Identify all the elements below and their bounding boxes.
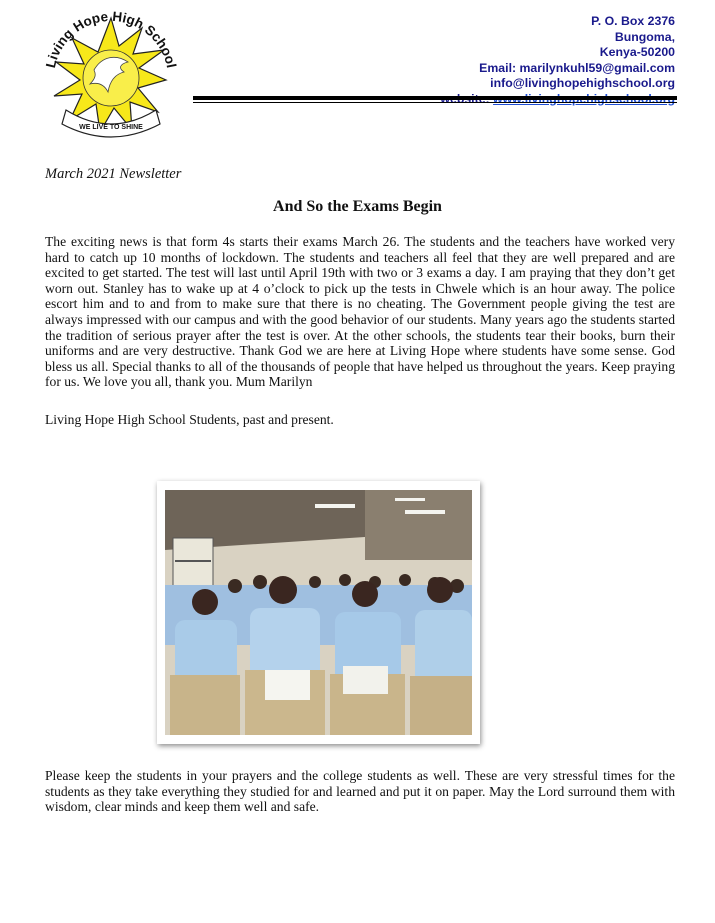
contact-block [440, 14, 675, 107]
students-photo-illustration [165, 490, 472, 735]
header-divider-thin [193, 102, 677, 103]
header-divider-thick [193, 96, 677, 100]
contact-po-box: P. O. Box 2376 [591, 14, 675, 28]
article-headline: And So the Exams Begin [273, 198, 442, 215]
contact-email: Email: marilynkuhl59@gmail.com [479, 60, 675, 75]
logo-name-text: Living Hope High School [42, 8, 180, 70]
logo-motto: WE LIVE TO SHINE [79, 124, 143, 131]
contact-city: Bungoma, [614, 29, 675, 44]
contact-email-info: info@livinghopehighschool.org [490, 76, 675, 90]
article-paragraph-2: Please keep the students in your prayers and the college students as well. These are very stressful times for the students as they take everything they studied for and learned and put it on paper. May the Lord surround them with wisdom, clear minds and keep them well and safe. [45, 768, 675, 815]
photo-caption: Living Hope High School Students, past and present. [45, 412, 334, 427]
students-photo [157, 481, 480, 744]
article-paragraph-1: The exciting news is that form 4s starts their exams March 26. The students and the teachers have worked very hard to catch up 10 months of lockdown. The students and teachers all feel that they are well prepared and are excited to get started. The test will last until April 19th with two or 3 exams a day. I am praying that they don’t get worn out. Stanley has to wake up at 4 o’clock to pick up the tests in Chwele which is an hour away. The police escort him and to and from to make sure that there is no cheating. The Government people giving the test are always impressed with our campus and with the good behavior of our students. Many years ago the students started the tradition of serious prayer after the test is over. At the other schools, the students tear their books, burn their uniforms and are very destructive. Thank God we are here at Living Hope where students have some sense. God bless us all. Special thanks to all of the thousands of people that have helped us throughout the years. Keep praying for us. We love you all, thank you. Mum Marilyn [45, 234, 675, 390]
newsletter-date: March 2021 Newsletter [45, 166, 182, 182]
contact-country: Kenya-50200 [599, 45, 675, 59]
school-logo [36, 8, 186, 143]
